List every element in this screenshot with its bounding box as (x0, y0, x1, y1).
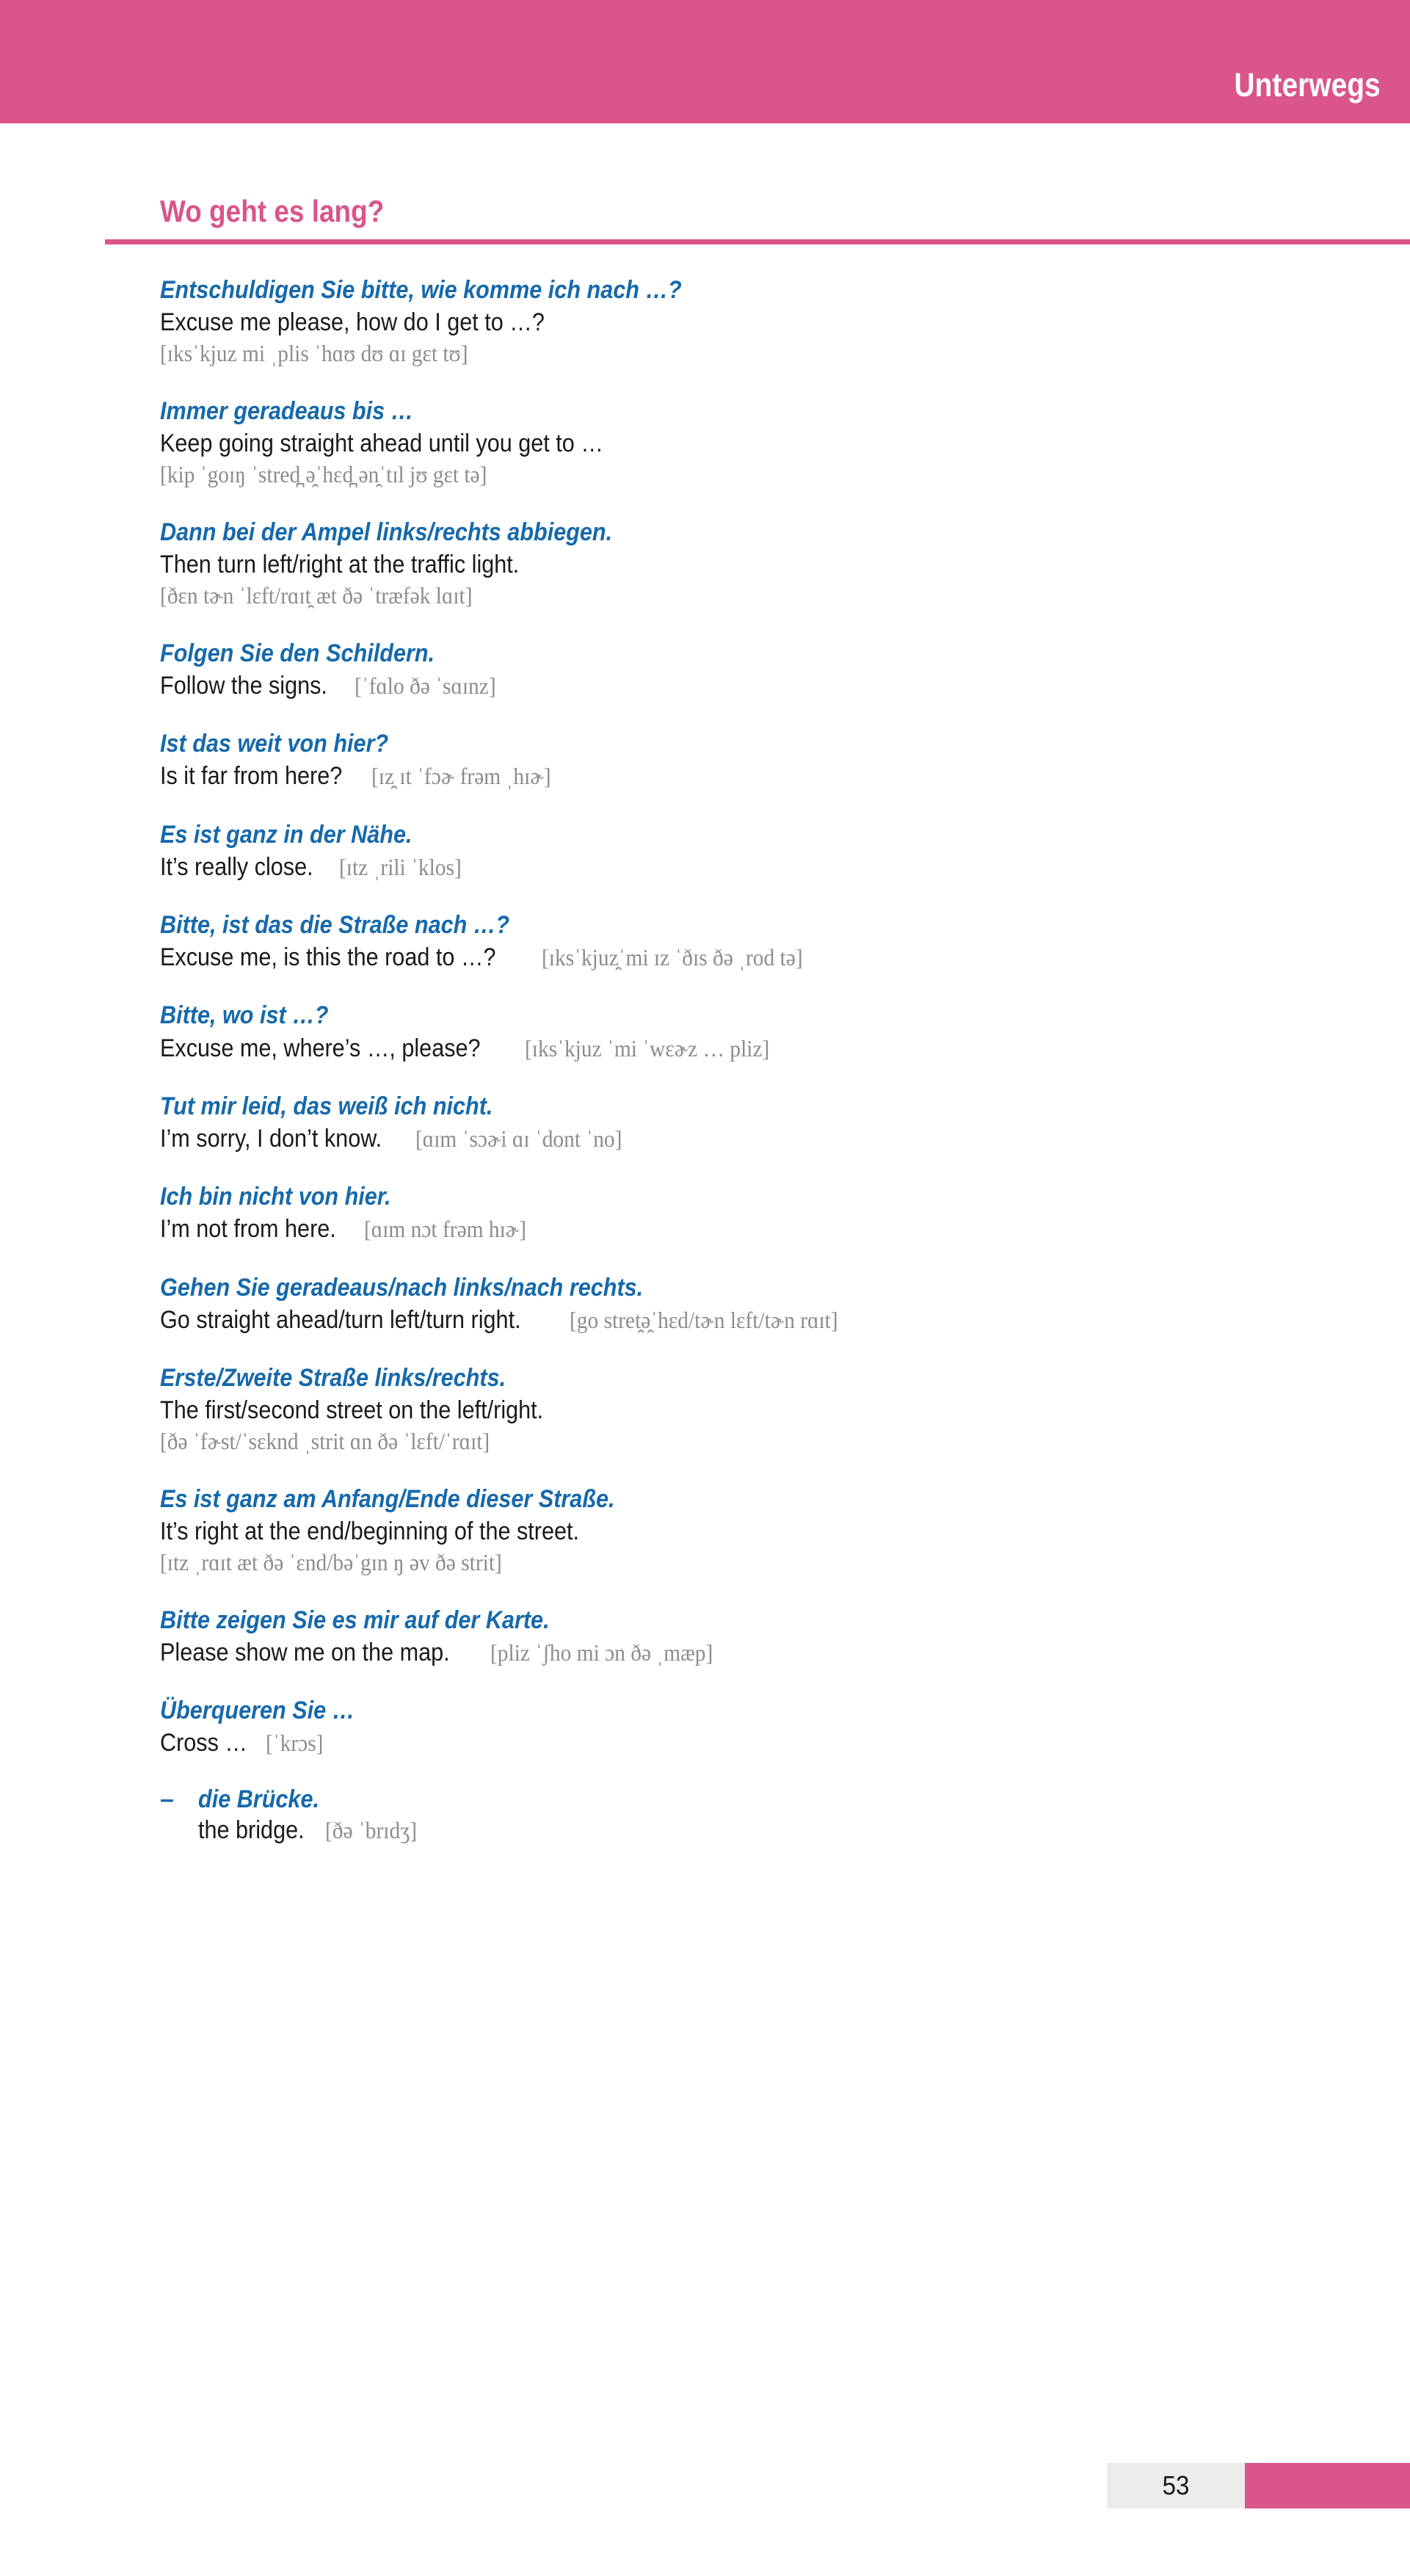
phrase-entry (160, 1271, 1381, 1336)
english-translation: Excuse me please, how do I get to …? (160, 308, 545, 337)
german-line (160, 909, 1381, 941)
english-line (160, 1394, 1381, 1426)
english-line (160, 670, 1381, 702)
ipa-pronunciation: [go stret̯ə̯ˈhɛd/tɚn lɛft/tɚn rɑɪt] (570, 1306, 838, 1333)
ipa-pronunciation: [ɪtz ˌrɑɪt æt ðə ˈɛnd/bəˈgɪn ŋ əv ðə strit] (160, 1549, 502, 1576)
german-line (160, 1271, 1381, 1304)
phrase-entry (160, 1483, 1381, 1578)
phrase-entry (160, 395, 1381, 490)
english-line (160, 1122, 1381, 1155)
phrase-list (0, 274, 1410, 1846)
ipa-pronunciation: [kip ˈgoɪŋ ˈstred̪ ə̯ˈhɛd̪ ən̯ˈtɪl jʊ gɛt tə] (160, 461, 487, 488)
german-line (160, 728, 1381, 760)
english-translation: Excuse me, where’s …, please? (160, 1034, 481, 1062)
phrase-entry (160, 1362, 1381, 1457)
ipa-pronunciation: [ˈfɑlo ðə ˈsɑɪnz] (355, 672, 496, 700)
german-phrase: die Brücke. (198, 1785, 319, 1813)
ipa-pronunciation: [ɑɪm ˈsɔɚi ɑɪ ˈdont ˈno] (415, 1125, 622, 1152)
phrase-entry (160, 1180, 1381, 1245)
phrase-entry (160, 1694, 1381, 1759)
english-translation: It’s right at the end/beginning of the street. (160, 1517, 580, 1546)
ipa-pronunciation: [ðə ˈbrɪdʒ] (324, 1816, 417, 1843)
ipa-pronunciation: [ðɛn tɚn ˈlɛft/rɑɪt̯ æt ðə ˈtræfək lɑɪt] (160, 582, 473, 609)
english-line (160, 1213, 1381, 1245)
german-phrase: Bitte, wo ist …? (160, 1001, 329, 1030)
english-translation: Excuse me, is this the road to …? (160, 943, 496, 972)
ipa-pronunciation: [ˈkrɔs] (266, 1730, 324, 1757)
german-line (160, 637, 1381, 670)
phrase-entry (160, 274, 1381, 369)
german-phrase: Bitte zeigen Sie es mir auf der Karte. (160, 1606, 550, 1634)
phrase-entry (160, 909, 1381, 973)
footer-accent-block (1245, 2463, 1410, 2508)
chapter-title: Unterwegs (1234, 66, 1381, 104)
ipa-line (160, 581, 1381, 612)
page-footer (0, 2463, 1410, 2517)
german-line (160, 1604, 1381, 1636)
section-title: Wo geht es lang? (160, 194, 385, 228)
page-header-band (0, 0, 1410, 123)
page-number: 53 (1162, 2470, 1190, 2500)
english-line (160, 1304, 1381, 1336)
german-line (160, 1180, 1381, 1213)
english-line (160, 760, 1381, 792)
german-line (160, 395, 1381, 427)
german-line (160, 1694, 1381, 1727)
german-phrase: Folgen Sie den Schildern. (160, 639, 435, 667)
phrase-entry (160, 999, 1381, 1064)
english-translation: the bridge. (198, 1815, 305, 1844)
english-line (160, 941, 1381, 973)
english-line (160, 1814, 1381, 1846)
german-line (160, 819, 1381, 851)
english-translation: I’m not from here. (160, 1215, 336, 1244)
german-phrase: Ich bin nicht von hier. (160, 1183, 391, 1211)
ipa-pronunciation: [ɪksˈkjuz̯ˈmi ɪz ˈðɪs ðə ˌrod tə] (542, 944, 803, 971)
english-translation: Cross … (160, 1729, 248, 1757)
english-translation: Please show me on the map. (160, 1639, 450, 1667)
german-phrase: Es ist ganz in der Nähe. (160, 820, 413, 849)
german-phrase: Gehen Sie geradeaus/nach links/nach rechts. (160, 1273, 644, 1302)
phrase-entry (160, 728, 1381, 792)
phrase-entry (160, 1090, 1381, 1155)
english-line (160, 1727, 1381, 1759)
english-translation: I’m sorry, I don’t know. (160, 1124, 382, 1153)
english-line (160, 851, 1381, 883)
english-translation: Then turn left/right at the traffic light. (160, 551, 520, 579)
ipa-pronunciation: [ɪtz ˌrili ˈklos] (338, 853, 462, 880)
german-line (160, 1362, 1381, 1394)
section-divider (105, 239, 1410, 244)
german-phrase: Immer geradeaus bis … (160, 396, 414, 425)
german-phrase: Ist das weit von hier? (160, 730, 389, 758)
ipa-pronunciation: [ɑɪm nɔt frəm hɪɚ] (364, 1216, 527, 1243)
phrase-entry (160, 1604, 1381, 1669)
english-translation: Keep going straight ahead until you get to … (160, 429, 603, 458)
ipa-line (160, 1548, 1381, 1578)
section-header (0, 194, 1410, 244)
english-translation: The first/second street on the left/right. (160, 1396, 544, 1425)
english-line (160, 548, 1381, 581)
ipa-pronunciation: [ɪz̯ ɪt ˈfɔɚ frəm ˌhɪɚ] (371, 763, 551, 790)
german-phrase: Tut mir leid, das weiß ich nicht. (160, 1092, 493, 1120)
german-phrase: Es ist ganz am Anfang/Ende dieser Straße. (160, 1484, 615, 1513)
english-line (160, 306, 1381, 338)
english-translation: Follow the signs. (160, 672, 327, 700)
ipa-pronunciation: [ɪksˈkjuz mi ˌplis ˈhɑʊ dʊ ɑɪ gɛt tʊ] (160, 340, 468, 367)
german-phrase: Entschuldigen Sie bitte, wie komme ich nach …? (160, 276, 682, 304)
english-line (160, 1636, 1381, 1669)
german-phrase: Dann bei der Ampel links/rechts abbiegen. (160, 518, 613, 546)
phrase-entry (160, 516, 1381, 612)
ipa-pronunciation: [pliz ˈʃho mi ɔn ðə ˌmæp] (490, 1639, 713, 1666)
german-line (160, 999, 1381, 1031)
english-line (160, 427, 1381, 460)
bullet-dash-icon: – (160, 1785, 174, 1813)
english-line (160, 1032, 1381, 1064)
german-line (160, 1090, 1381, 1122)
ipa-pronunciation: [ɪksˈkjuz ˈmi ˈwɛɚz … pliz] (525, 1034, 770, 1062)
phrase-entry (160, 637, 1381, 702)
german-phrase: Erste/Zweite Straße links/rechts. (160, 1363, 506, 1392)
german-phrase: Bitte, ist das die Straße nach …? (160, 911, 510, 940)
page-number-box (1107, 2463, 1245, 2508)
german-line (160, 516, 1381, 548)
phrase-entry (160, 819, 1381, 883)
english-translation: Is it far from here? (160, 762, 343, 791)
german-line (160, 1483, 1381, 1515)
page-body (0, 123, 1410, 1872)
german-line (160, 274, 1381, 306)
ipa-pronunciation: [ðə ˈfɚst/ˈsɛknd ˌstrit ɑn ðə ˈlɛft/ˈrɑɪt] (160, 1428, 490, 1455)
german-phrase: Überqueren Sie … (160, 1697, 355, 1725)
english-translation: It’s really close. (160, 852, 313, 881)
ipa-line (160, 338, 1381, 369)
ipa-line (160, 460, 1381, 490)
ipa-line (160, 1426, 1381, 1457)
english-line (160, 1515, 1381, 1548)
phrase-entry (160, 1785, 1381, 1846)
german-line (160, 1785, 1381, 1814)
english-translation: Go straight ahead/turn left/turn right. (160, 1305, 521, 1334)
